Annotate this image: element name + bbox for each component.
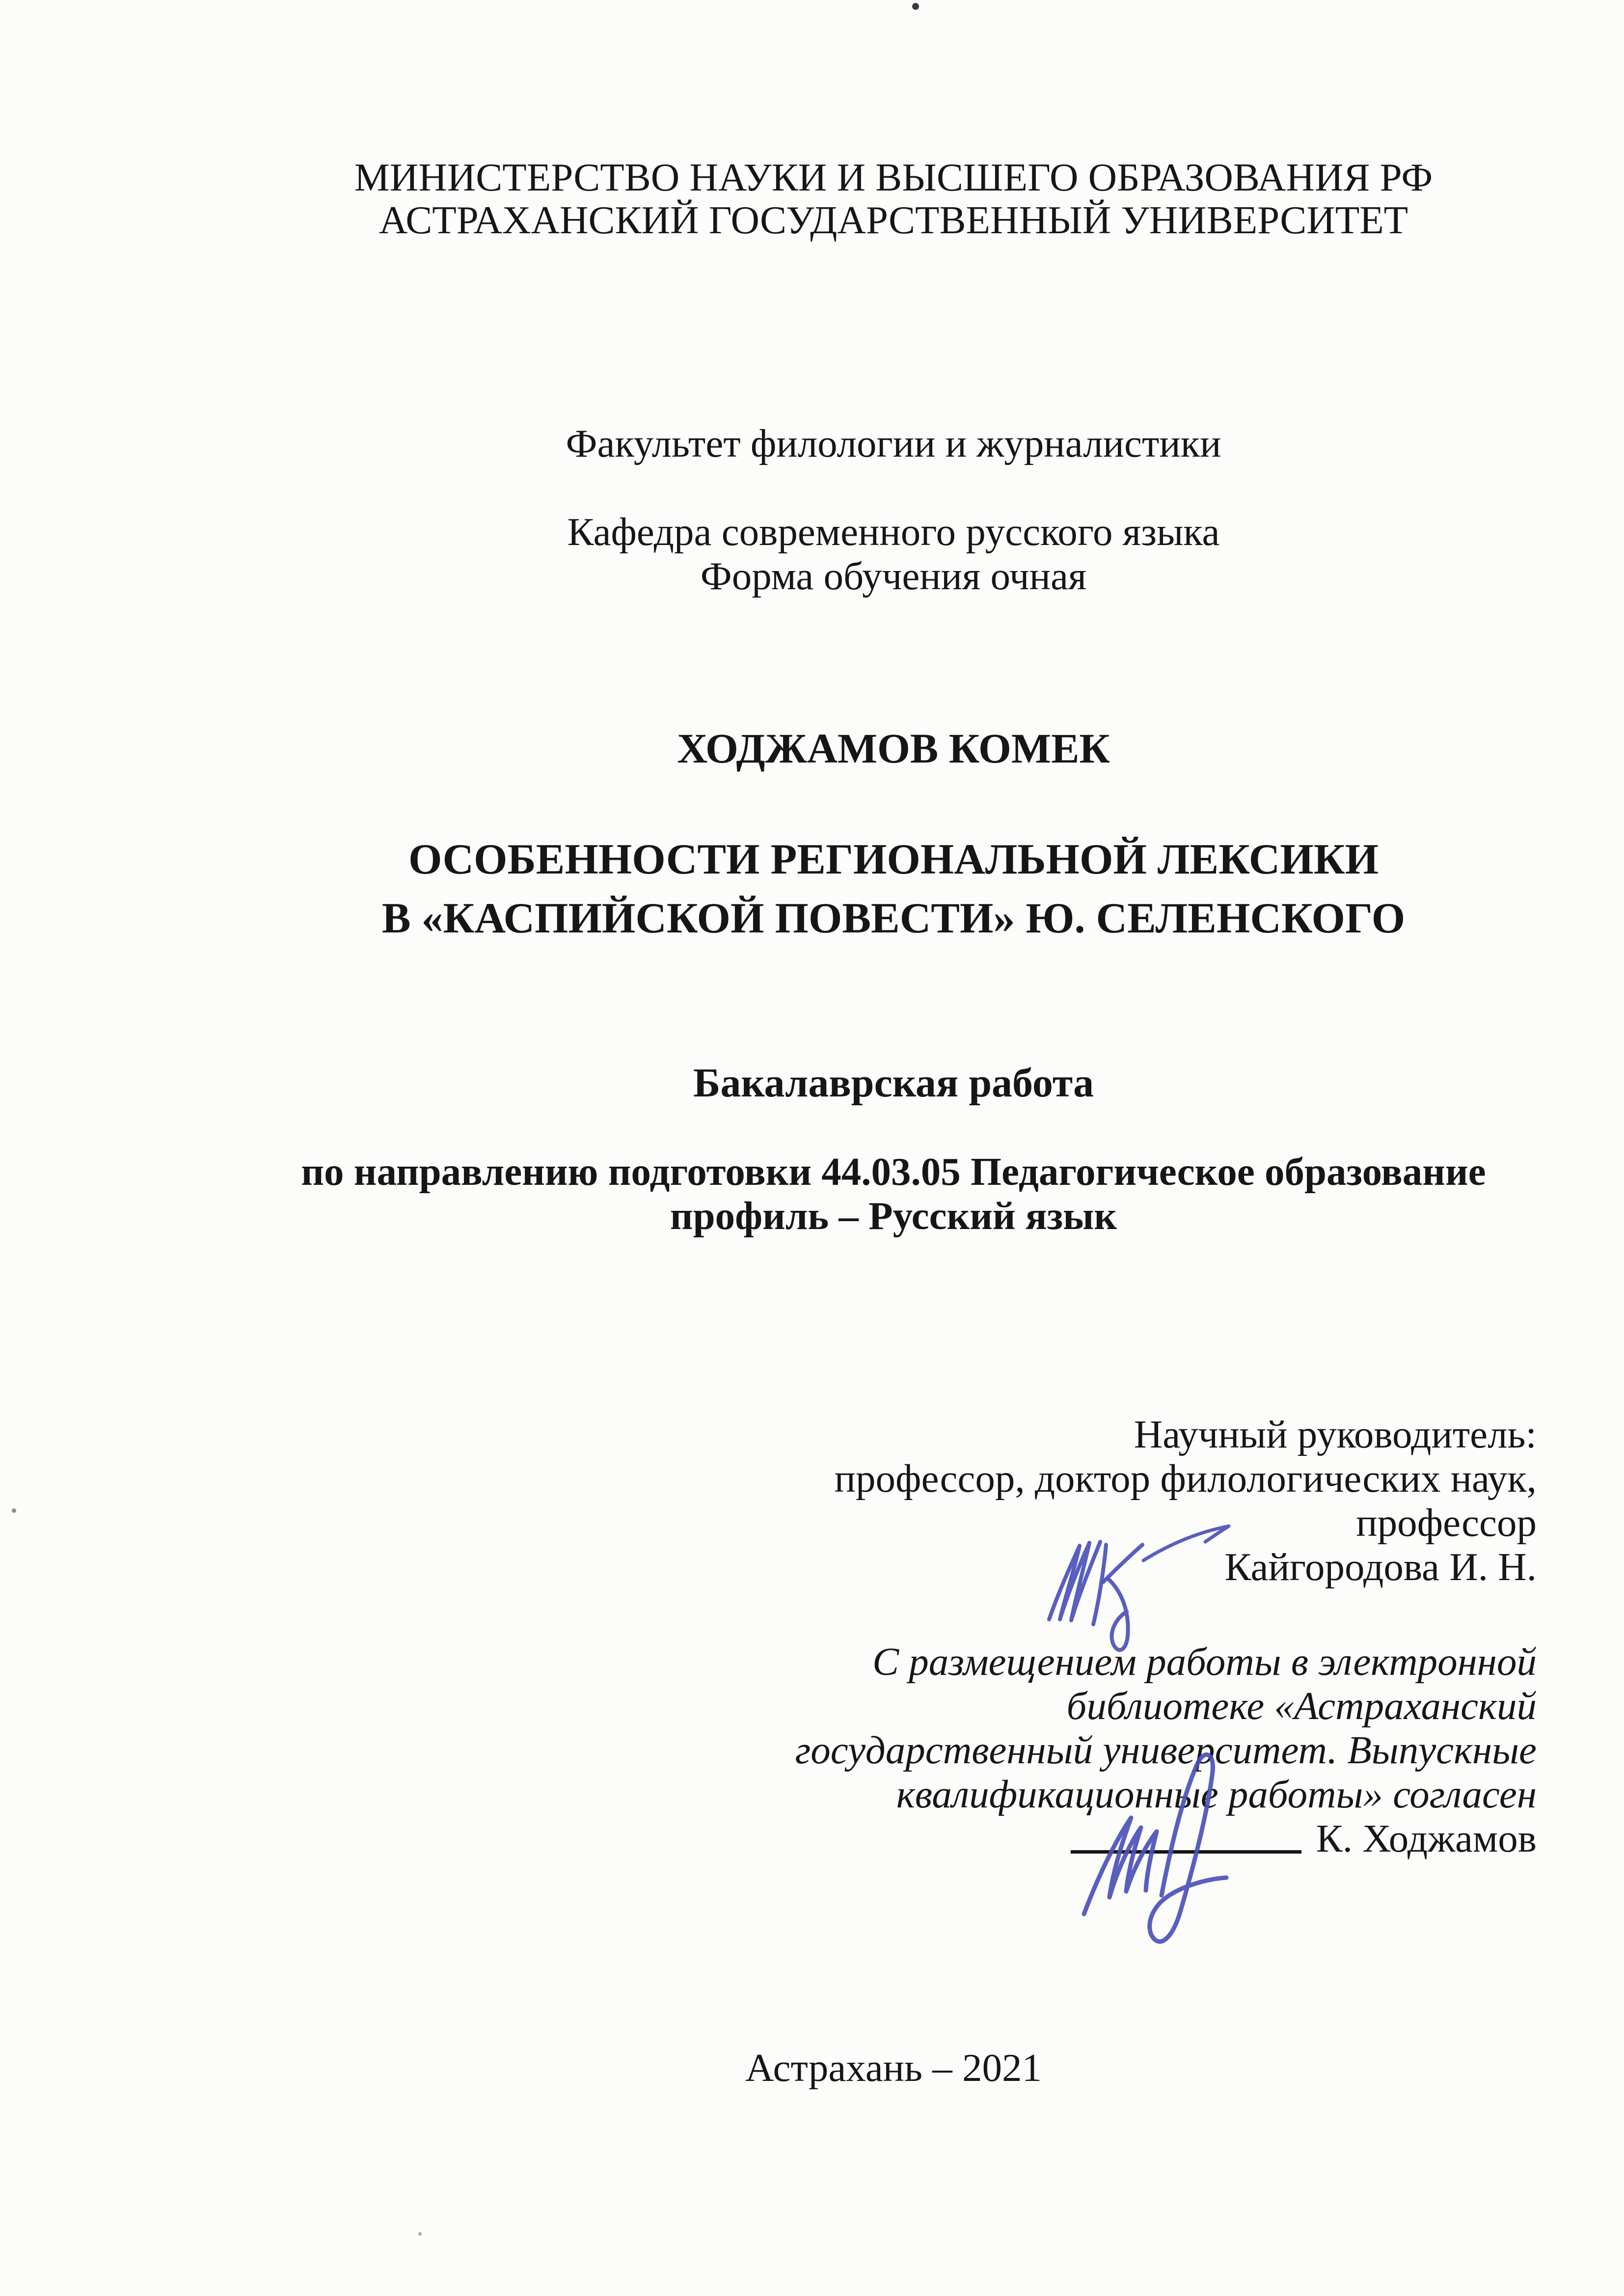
university-line: АСТРАХАНСКИЙ ГОСУДАРСТВЕННЫЙ УНИВЕРСИТЕТ [379,198,1408,242]
supervisor-degree-2: профессор [1356,1501,1537,1545]
city-year-line: Астрахань – 2021 [745,2046,1042,2090]
thesis-title-line-2: В «КАСПИЙСКОЙ ПОВЕСТИ» Ю. СЕЛЕНСКОГО [381,895,1406,942]
student-signature-row [250,1816,1537,1861]
program-line-1: по направлению подготовки 44.03.05 Педагогическое образование [301,1149,1486,1194]
consent-line-1: С размещением работы в электронной [872,1640,1537,1684]
scan-speck [12,1508,16,1513]
supervisor-heading: Научный руководитель: [1134,1412,1537,1456]
scan-speck [912,3,919,10]
author-name: ХОДЖАМОВ КОМЕК [677,725,1110,772]
scan-speck [418,2232,422,2236]
consent-line-2: библиотеке «Астраханский [1066,1684,1537,1728]
program-line-2: профиль – Русский язык [670,1194,1117,1238]
consent-line-4: квалификационные работы» согласен [896,1772,1537,1816]
supervisor-degree-1: профессор, доктор филологических наук, [834,1456,1537,1501]
chair-line: Кафедра современного русского языка [567,510,1220,554]
faculty-line: Факультет филологии и журналистики [566,421,1221,465]
ministry-line: МИНИСТЕРСТВО НАУКИ И ВЫСШЕГО ОБРАЗОВАНИЯ РФ [354,155,1433,199]
thesis-title-line-1: ОСОБЕННОСТИ РЕГИОНАЛЬНОЙ ЛЕКСИКИ [408,836,1379,883]
student-name: К. Ходжамов [1316,1816,1537,1860]
work-type-line: Бакалаврская работа [693,1060,1094,1106]
student-signature [1070,1743,1306,1959]
supervisor-name: Кайгородова И. Н. [1224,1545,1537,1589]
consent-line-3: государственный университет. Выпускные [795,1728,1537,1772]
study-form-line: Форма обучения очная [700,554,1087,598]
